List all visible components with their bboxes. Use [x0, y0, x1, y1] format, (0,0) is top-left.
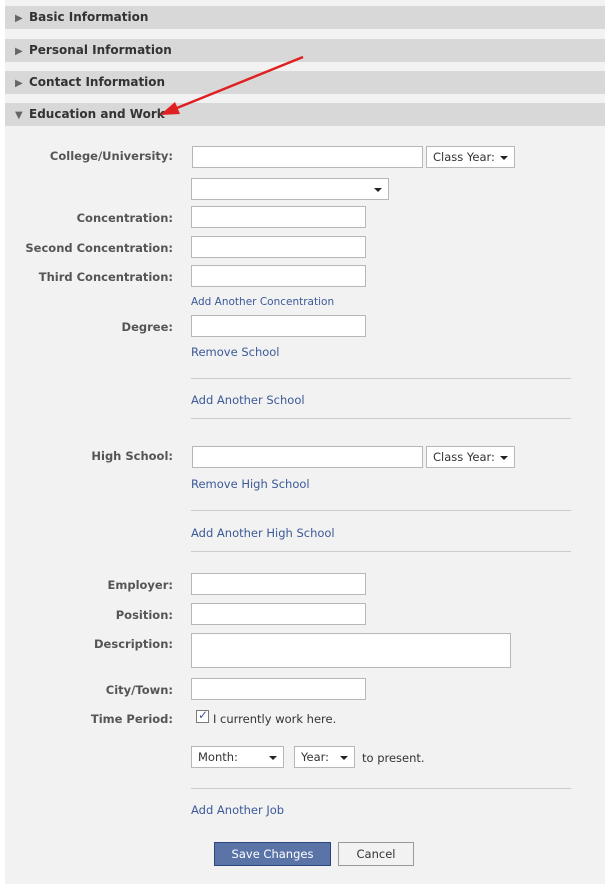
position-label: Position: [115, 608, 173, 622]
divider [191, 378, 571, 379]
currently-work-here-label: I currently work here. [213, 712, 337, 726]
add-another-high-school-link[interactable]: Add Another High School [191, 526, 335, 540]
second-concentration-label: Second Concentration: [25, 241, 173, 255]
start-year-select[interactable] [294, 746, 355, 768]
add-another-concentration-link[interactable]: Add Another Concentration [191, 296, 335, 308]
remove-high-school-link[interactable]: Remove High School [191, 477, 310, 491]
to-present-text: to present. [362, 751, 425, 765]
college-attended-for-select[interactable] [191, 178, 389, 200]
section-title: Personal Information [29, 43, 172, 57]
employer-input[interactable] [191, 573, 366, 595]
college-input[interactable] [192, 146, 423, 168]
employer-label: Employer: [107, 578, 173, 592]
second-concentration-input[interactable] [191, 236, 366, 258]
expand-arrow-icon: ▶ [15, 46, 23, 57]
section-title: Education and Work [29, 107, 165, 121]
divider [191, 510, 571, 511]
section-title: Basic Information [29, 10, 149, 24]
concentration-input[interactable] [191, 206, 366, 228]
city-town-label: City/Town: [105, 683, 173, 697]
third-concentration-label: Third Concentration: [38, 270, 173, 284]
chevron-down-icon [374, 188, 382, 192]
description-label: Description: [94, 637, 173, 651]
select-value: Class Year: [433, 450, 495, 464]
divider [191, 551, 571, 552]
degree-label: Degree: [121, 320, 173, 334]
chevron-down-icon [340, 756, 348, 760]
chevron-down-icon [500, 156, 508, 160]
section-title: Contact Information [29, 75, 166, 89]
cancel-button[interactable]: Cancel [338, 842, 414, 866]
position-input[interactable] [191, 603, 366, 625]
remove-school-link[interactable]: Remove School [191, 345, 280, 359]
checkmark-icon: ✓ [198, 708, 209, 722]
third-concentration-input[interactable] [191, 265, 366, 287]
select-value: Class Year: [433, 150, 495, 164]
high-school-label: High School: [91, 449, 173, 463]
select-value: Year: [301, 750, 330, 764]
save-changes-button[interactable]: Save Changes [214, 842, 331, 866]
time-period-label: Time Period: [90, 712, 173, 726]
city-town-input[interactable] [191, 678, 366, 700]
divider [191, 788, 571, 789]
divider [191, 418, 571, 419]
high-school-class-year-select[interactable] [426, 446, 515, 468]
concentration-label: Concentration: [76, 211, 173, 225]
collapse-arrow-icon: ▼ [15, 110, 23, 121]
select-value: Month: [198, 750, 238, 764]
expand-arrow-icon: ▶ [15, 13, 23, 24]
chevron-down-icon [269, 756, 277, 760]
description-textarea[interactable] [191, 633, 511, 668]
degree-input[interactable] [191, 315, 366, 337]
high-school-input[interactable] [192, 446, 423, 468]
currently-work-here-checkbox[interactable] [196, 710, 209, 723]
add-another-job-link[interactable]: Add Another Job [191, 803, 285, 817]
college-label: College/University: [49, 149, 173, 163]
chevron-down-icon [500, 456, 508, 460]
college-class-year-select[interactable] [426, 146, 515, 168]
start-month-select[interactable] [191, 746, 284, 768]
add-another-school-link[interactable]: Add Another School [191, 393, 305, 407]
expand-arrow-icon: ▶ [15, 78, 23, 89]
